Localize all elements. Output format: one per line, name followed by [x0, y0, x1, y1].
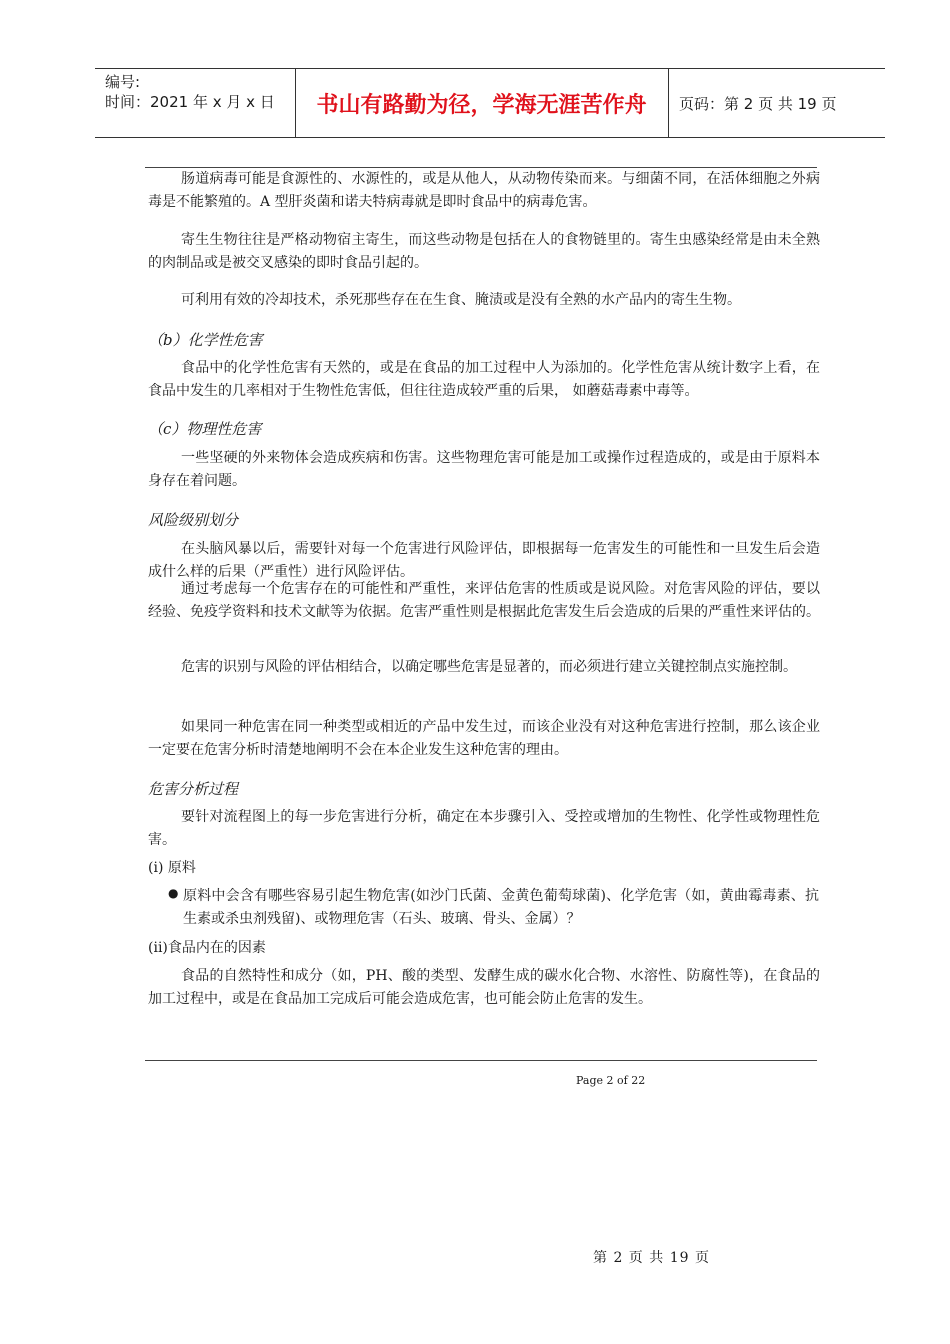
- header-meta: [95, 69, 296, 137]
- paragraph-significant: 危害的识别与风险的评估相结合，以确定哪些危害是显著的，而必须进行建立关键控制点实施控制。: [181, 659, 797, 675]
- paragraph-process: 要针对流程图上的每一步危害进行分析，确定在本步骤引入、受控或增加的生物性、化学性或物理性危害。: [148, 809, 820, 848]
- subheading-raw-material: (i) 原料: [148, 860, 196, 876]
- bullet-raw-material: 原料中会含有哪些容易引起生物危害(如沙门氏菌、金黄色葡萄球菌)、化学危害（如，黄曲霉毒素、抗生素或杀虫剂残留)、或物理危害（石头、玻璃、骨头、金属）？: [183, 888, 819, 927]
- paragraph-intrinsic: 食品的自然特性和成分（如，PH、酸的类型、发酵生成的碳水化合物、水溶性、防腐性等)，在食品的加工过程中，或是在食品加工完成后可能会造成危害，也可能会防止危害的发生。: [148, 968, 820, 1007]
- time-label: 时间：2021 年 x 月 x 日: [105, 93, 275, 111]
- page-header: [95, 68, 885, 138]
- header-page-label: 页码：第 2 页 共 19 页: [679, 94, 837, 113]
- outer-page-number: 第 2 页 共 19 页: [593, 1250, 710, 1266]
- paragraph-chemical: 食品中的化学性危害有天然的，或是在食品的加工过程中人为添加的。化学性危害从统计数字上看，在食品中发生的几率相对于生物性危害低，但往往造成较严重的后果， 如蘑菇毒素中毒等。: [148, 360, 820, 399]
- number-label: 编号:: [105, 73, 141, 91]
- paragraph-risk-assessment: 在头脑风暴以后，需要针对每一个危害进行风险评估，即根据每一危害发生的可能性和一旦发生后会造成什么样的后果（严重性）进行风险评估。: [148, 541, 820, 580]
- paragraph-virus: 肠道病毒可能是食源性的、水源性的，或是从他人，从动物传染而来。与细菌不同，在活体细胞之外病毒是不能繁殖的。A 型肝炎菌和诺夫特病毒就是即时食品中的病毒危害。: [148, 171, 820, 210]
- subheading-intrinsic-factors: (ii)食品内在的因素: [148, 940, 266, 956]
- heading-risk-level: 风险级别划分: [148, 511, 239, 529]
- paragraph-risk-evaluation: 通过考虑每一个危害存在的可能性和严重性，来评估危害的性质或是说风险。对危害风险的评估，要以经验、免疫学资料和技术文献等为依据。危害严重性则是根据此危害发生后会造成的后果的严重性来评估的。: [148, 581, 820, 620]
- paragraph-same-hazard: 如果同一种危害在同一种类型或相近的产品中发生过，而该企业没有对这种危害进行控制，那么该企业一定要在危害分析时清楚地阐明不会在本企业发生这种危害的理由。: [148, 719, 820, 758]
- bottom-divider: [145, 1060, 817, 1061]
- heading-physical-hazard: （c）物理性危害: [148, 420, 262, 438]
- heading-chemical-hazard: （b）化学性危害: [148, 331, 263, 349]
- inner-page-number: Page 2 of 22: [576, 1074, 646, 1087]
- paragraph-physical: 一些坚硬的外来物体会造成疾病和伤害。这些物理危害可能是加工或操作过程造成的，或是由于原料本身存在着问题。: [148, 450, 820, 489]
- paragraph-cooling: 可利用有效的冷却技术，杀死那些存在在生食、腌渍或是没有全熟的水产品内的寄生生物。: [181, 292, 741, 308]
- paragraph-parasite: 寄生生物往往是严格动物宿主寄生，而这些动物是包括在人的食物链里的。寄生虫感染经常是由未全熟的肉制品或是被交叉感染的即时食品引起的。: [148, 232, 820, 271]
- header-motto: 书山有路勤为径，学海无涯苦作舟: [295, 69, 669, 137]
- bullet-icon: ●: [168, 886, 179, 900]
- heading-analysis-process: 危害分析过程: [148, 780, 239, 798]
